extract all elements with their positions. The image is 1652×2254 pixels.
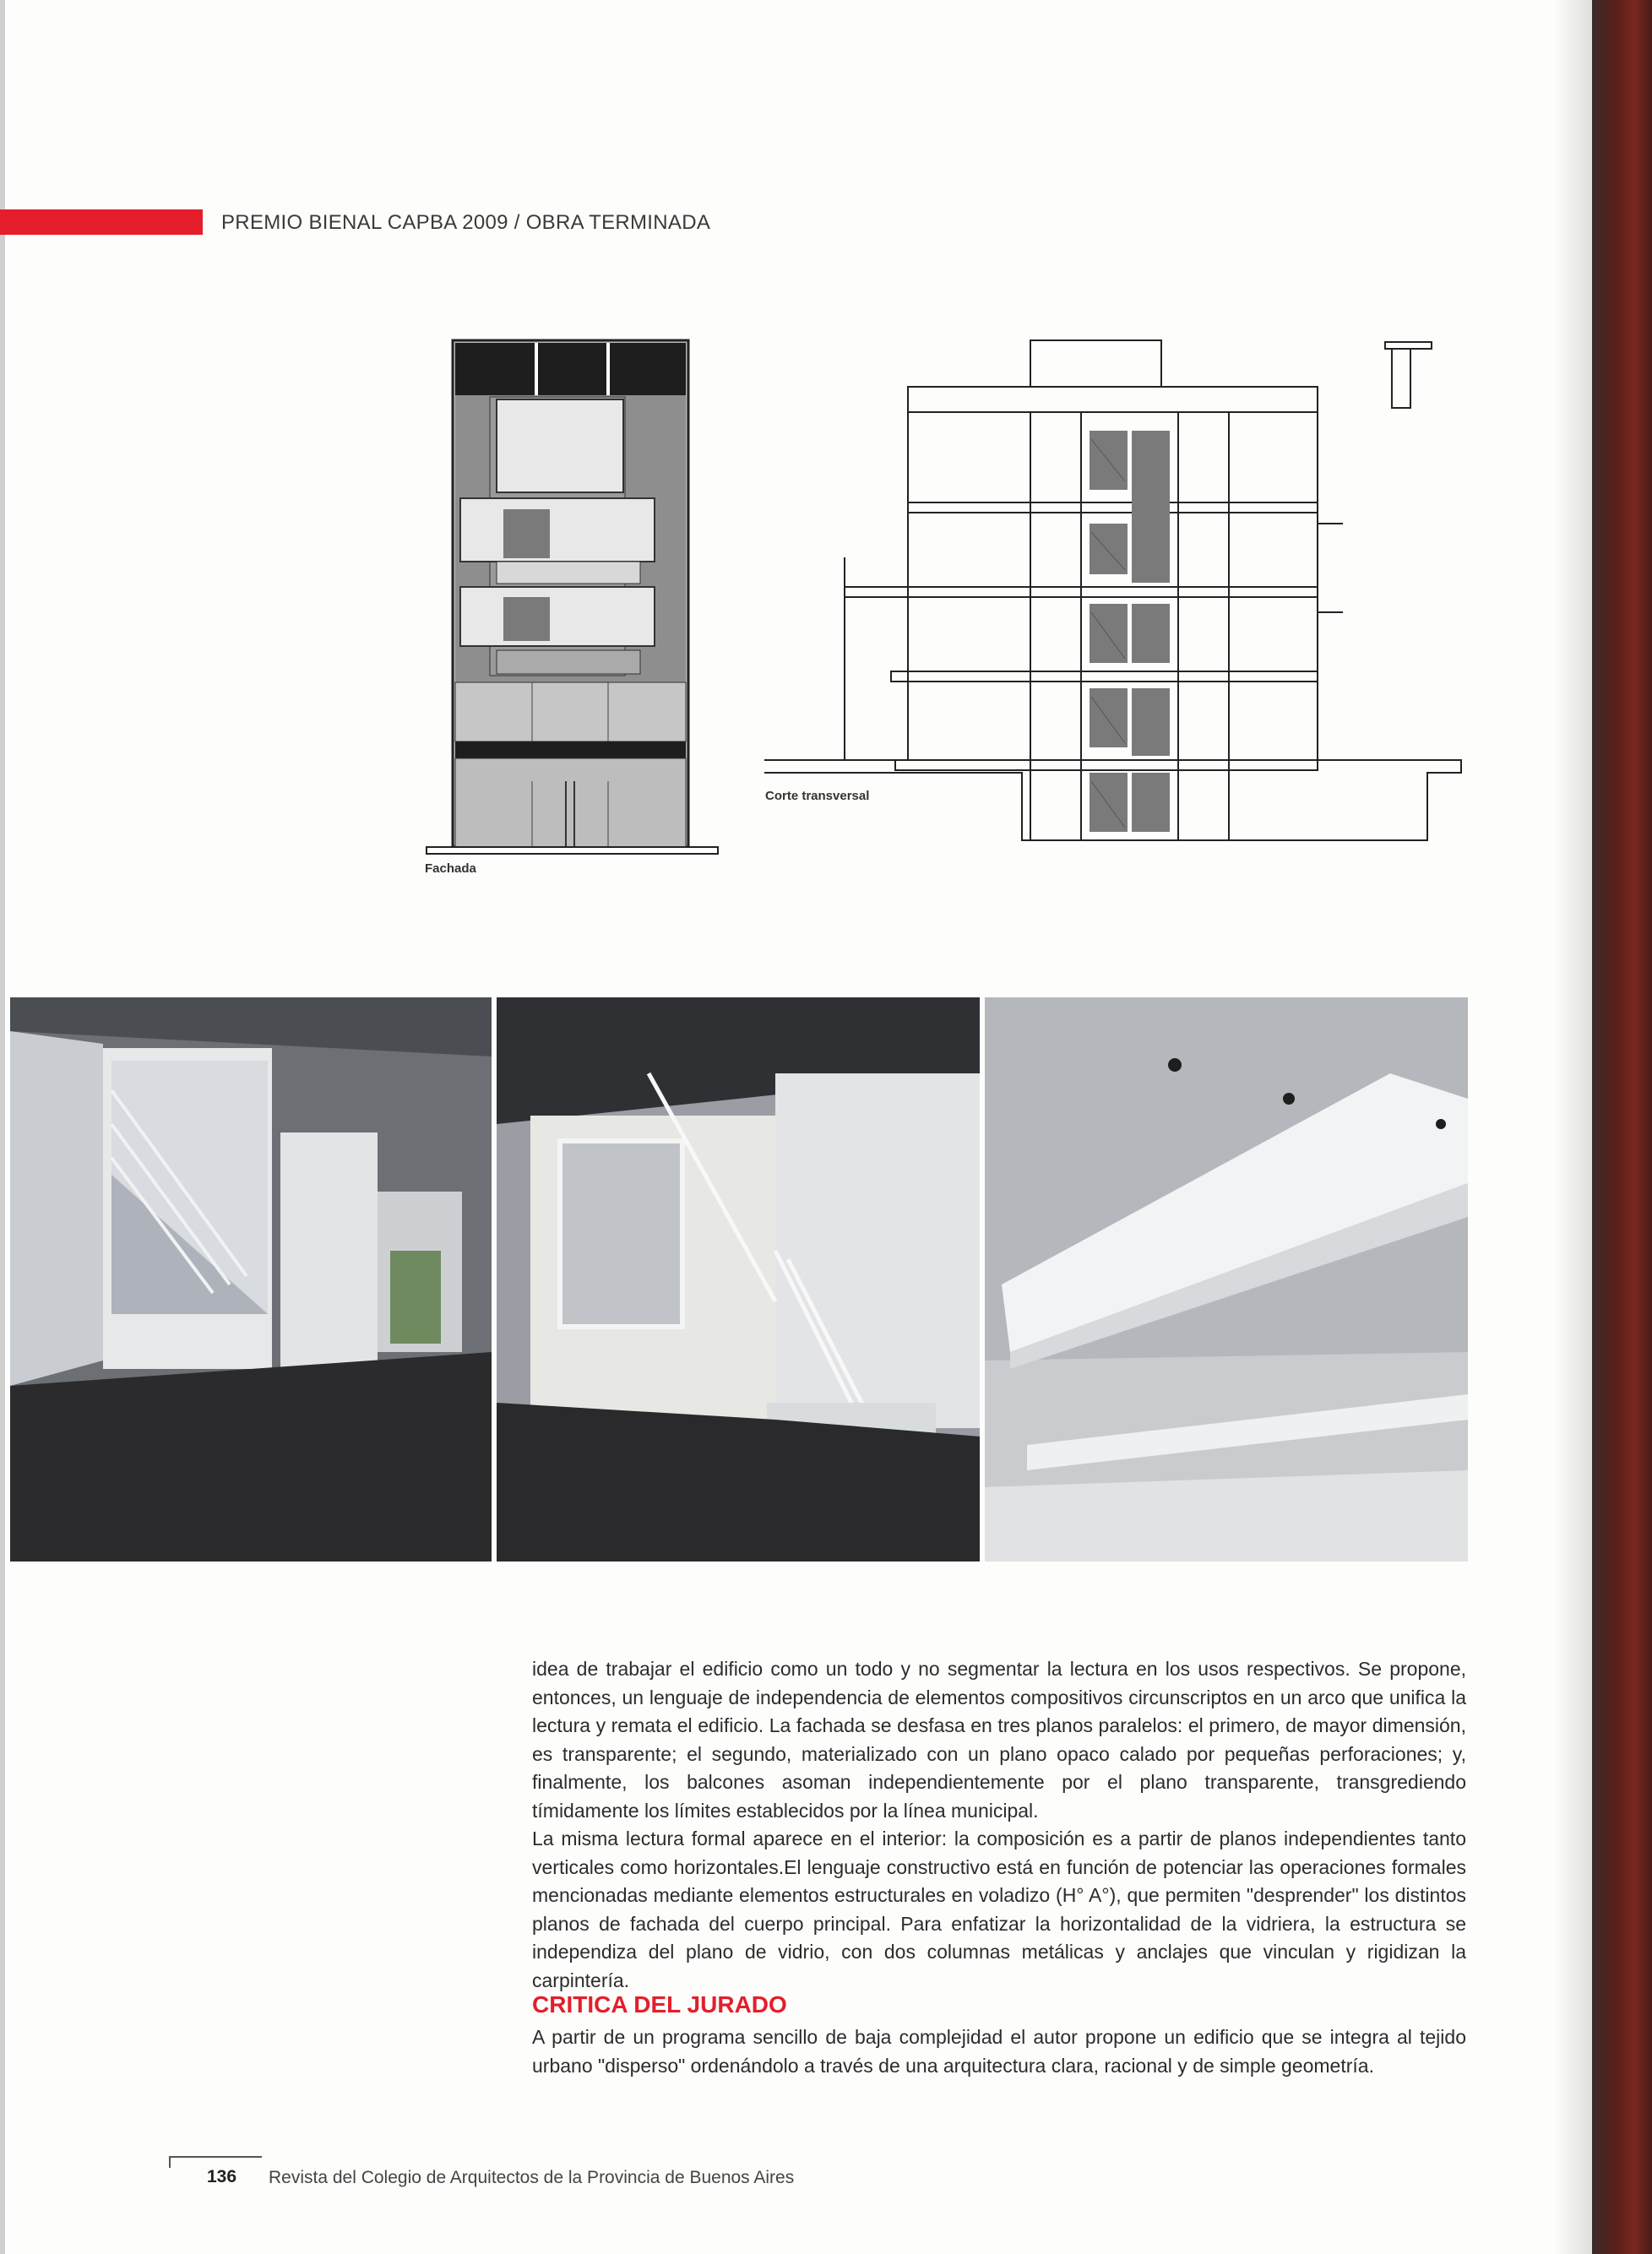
interior-photo-beam-icon: [985, 997, 1468, 1562]
article-body: [532, 1655, 1466, 1995]
page-left-edge: [0, 0, 5, 2254]
article-paragraph: La misma lectura formal aparece en el interior: la composición es a partir de planos independientes tanto verticales como horizontales.El lenguaje constructivo está en función de potenciar las operaciones formales mencionadas mediante elementos estructurales en voladizo (H° A°), que permiten "desprender" los distintos planos de fachada del cuerpo principal. Para enfatizar la horizontalidad de la vidriera, la estructura se independiza del plano de vidrio, con dos columnas metálicas y anclajes que vinculan y rigidizan la carpintería.: [532, 1828, 1466, 1991]
interior-photo-window-icon: [10, 997, 492, 1562]
article-paragraph: idea de trabajar el edificio como un todo y no segmentar la lectura en los usos respectivos. Se propone, entonces, un lenguaje de independencia de elementos compositivos circunscriptos en un arco que unifica la lectura y remata el edificio. La fachada se desfasa en tres planos paralelos: el primero, de mayor dimensión, es transparente; el segundo, materializado con un plano opaco calado por pequeñas perforaciones; y, finalmente, los balcones asoman independientemente por el plano transparente, transgrediendo tímidamente los límites establecidos por la línea municipal.: [532, 1658, 1466, 1822]
facade-caption: Fachada: [425, 861, 476, 876]
interior-photo-stair-icon: [497, 997, 980, 1562]
jury-critique-heading: CRITICA DEL JURADO: [532, 1991, 787, 2018]
section-header: PREMIO BIENAL CAPBA 2009 / OBRA TERMINADA: [221, 211, 711, 234]
page-number: 136: [207, 2167, 237, 2186]
footer-rule: [169, 2156, 262, 2158]
cross-section-drawing: [760, 334, 1470, 857]
page-gutter-shadow: [1554, 0, 1592, 2254]
section-caption: Corte transversal: [765, 789, 870, 803]
jury-critique-text: A partir de un programa sencillo de baja complejidad el autor propone un edificio que se integra al tejido urbano "disperso" ordenándolo a través de una arquitectura clara, racional y de simple geometría.: [532, 2026, 1466, 2077]
footer-rule-tick: [169, 2156, 171, 2168]
facade-drawing: [422, 334, 726, 857]
journal-name: Revista del Colegio de Arquitectos de la Provincia de Buenos Aires: [269, 2168, 795, 2187]
section-accent-bar: [0, 209, 203, 235]
book-spine: [1592, 0, 1652, 2254]
